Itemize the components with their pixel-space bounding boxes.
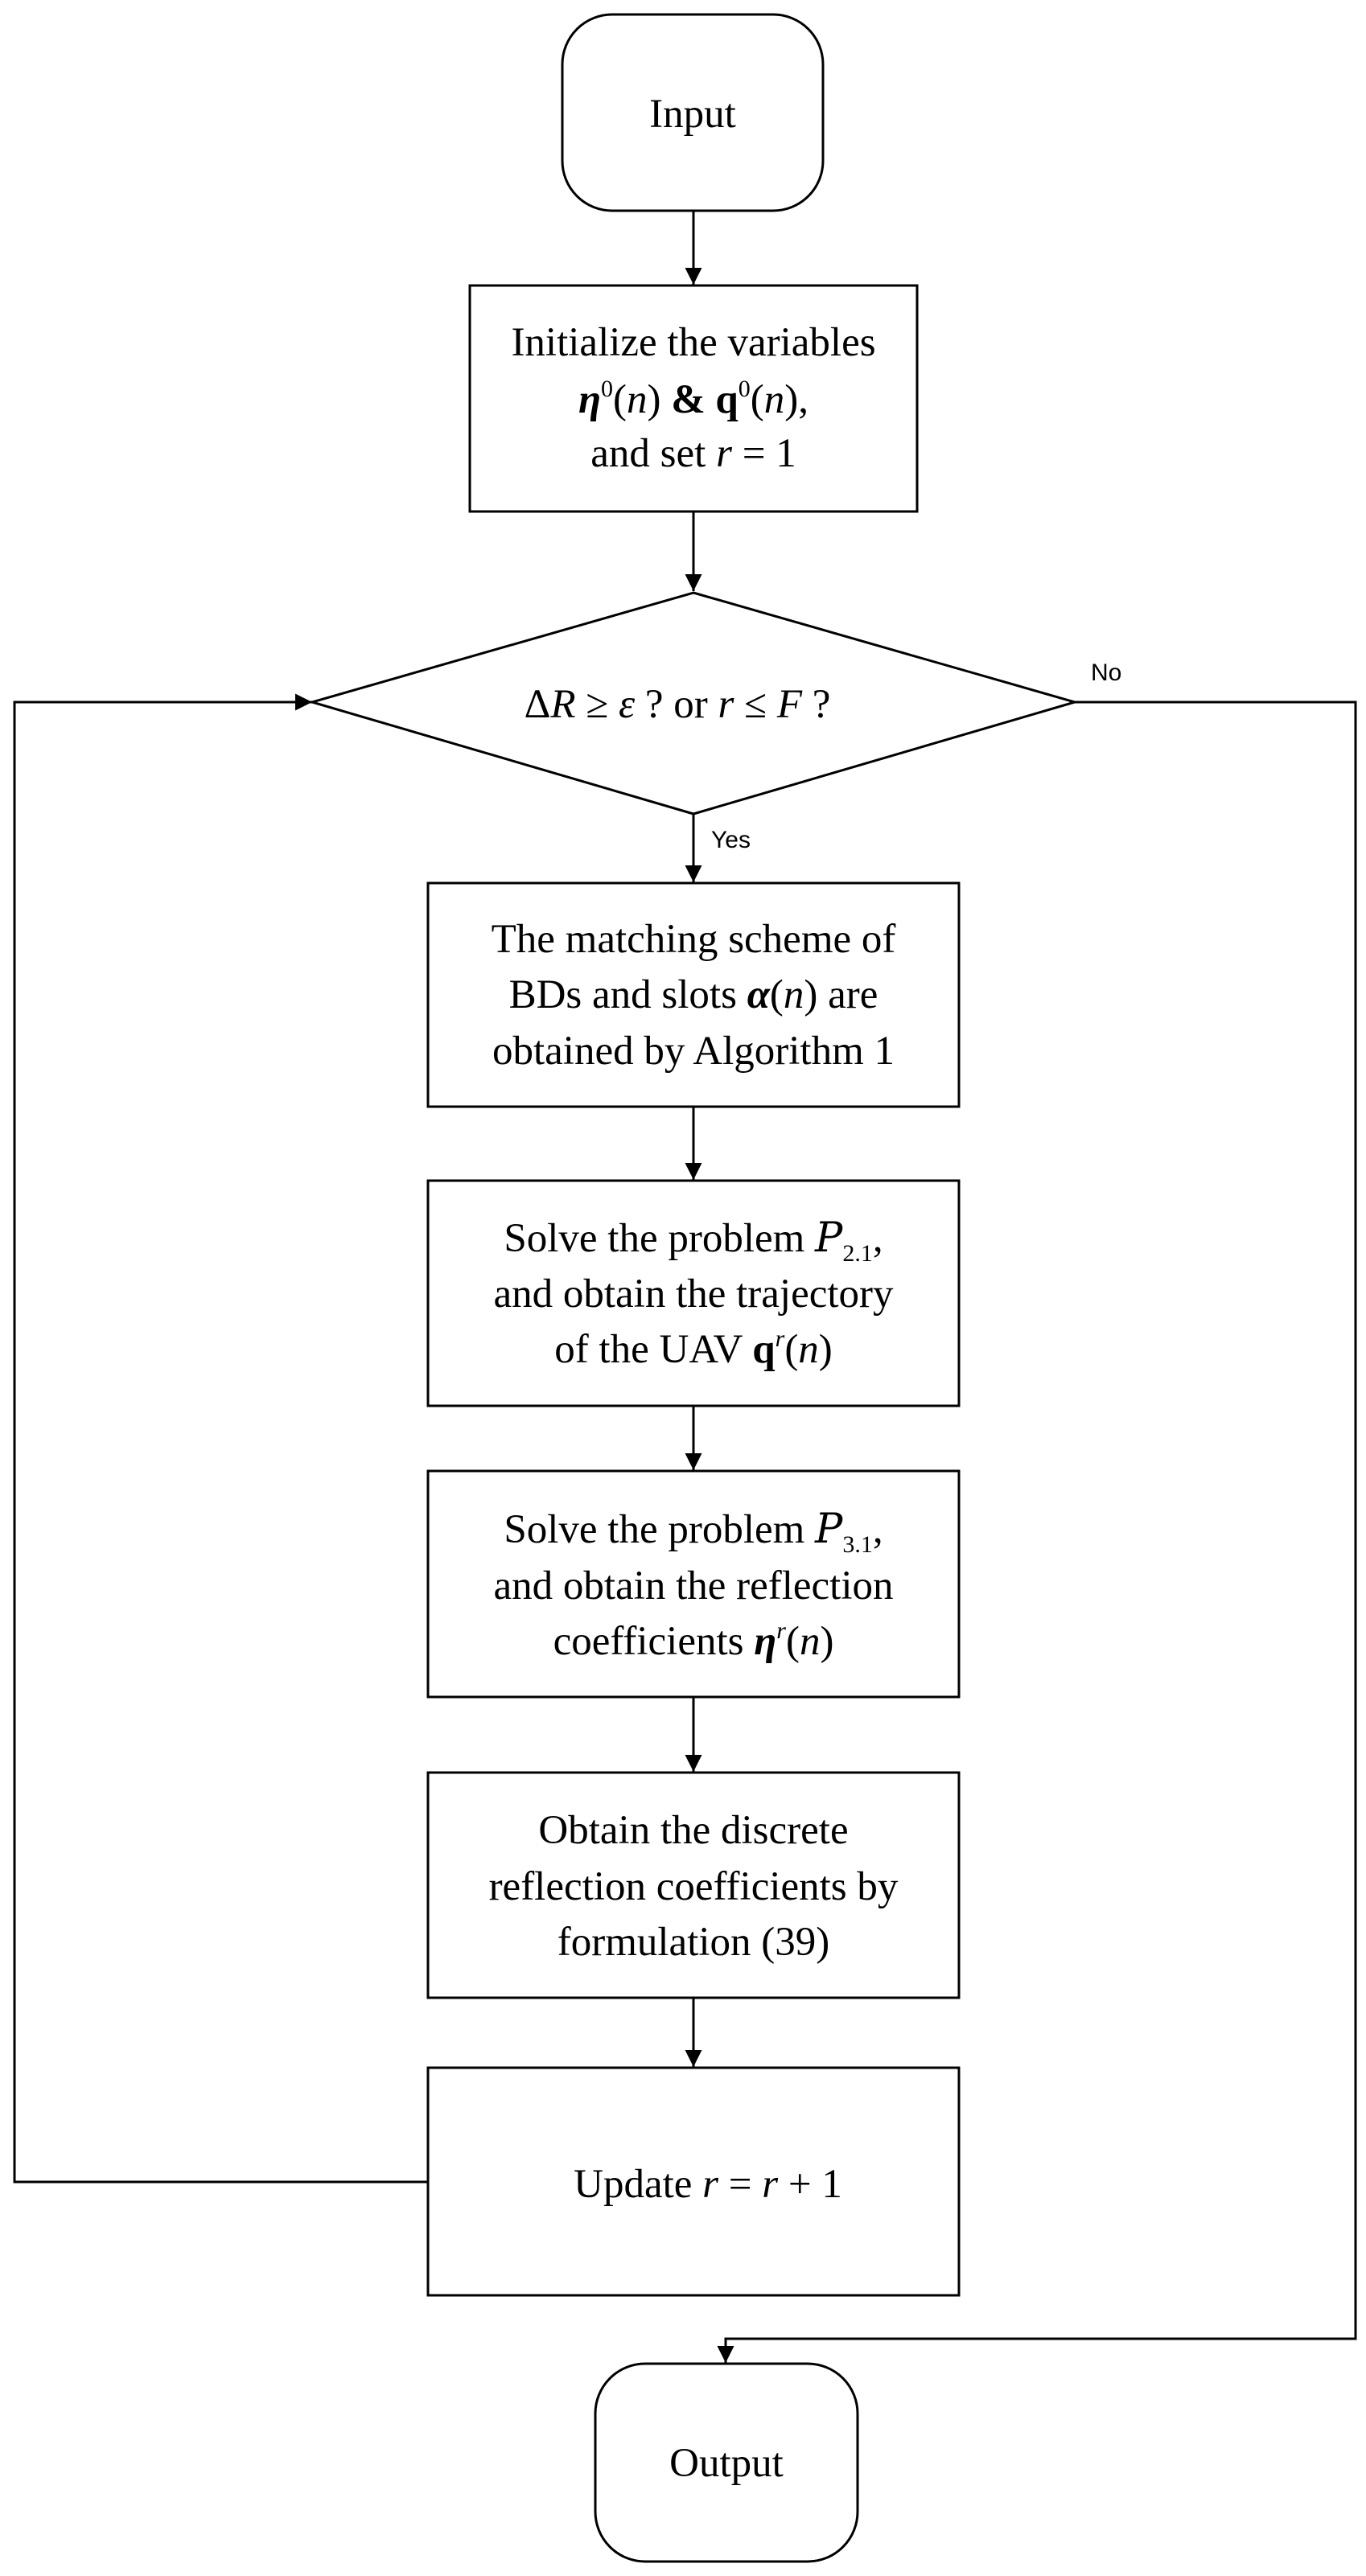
- node-decision: [312, 593, 1075, 814]
- edge-label-yes: Yes: [711, 827, 751, 853]
- node-solve-p21-line1: Solve the problem $P_{2.1}$,: [504, 1214, 883, 1267]
- node-matching-line1: The matching scheme of: [491, 917, 896, 962]
- node-update: [428, 2068, 959, 2295]
- node-discrete-line3: formulation (39): [557, 1920, 830, 1965]
- node-output: [595, 2364, 858, 2562]
- node-solve-p21: [428, 1181, 959, 1406]
- node-solve-p31-line2: and obtain the reflection: [493, 1563, 894, 1608]
- node-discrete-line1: Obtain the discrete: [538, 1808, 849, 1853]
- edge-update-loop-back: [14, 702, 428, 2182]
- node-solve-p31-line1: Solve the problem $P_{3.1}$,: [504, 1506, 883, 1558]
- node-solve-p21-line2: and obtain the trajectory: [493, 1272, 894, 1317]
- node-output-label: Output: [669, 2441, 784, 2486]
- edge-label-no: No: [1091, 659, 1122, 686]
- node-update-label: Update r = r + 1: [574, 2162, 842, 2207]
- node-matching-line2: BDs and slots α(n) are: [508, 972, 878, 1017]
- node-input: [562, 14, 823, 211]
- node-initialize-line2: $\eta^0(n)$ & $q^0(n)$,: [578, 376, 809, 422]
- node-discrete: [428, 1773, 959, 1998]
- node-initialize-line3: and set r = 1: [590, 431, 796, 476]
- node-input-label: Input: [649, 92, 736, 137]
- node-matching: [428, 883, 959, 1107]
- node-solve-p21-line3: of the UAV $q^r(n)$: [554, 1325, 833, 1372]
- node-initialize: [470, 286, 917, 512]
- node-discrete-line2: reflection coefficients by: [488, 1864, 899, 1909]
- node-solve-p31-line3: coefficients $\eta^r(n)$: [553, 1617, 834, 1664]
- node-solve-p31: [428, 1471, 959, 1697]
- node-decision-label: ΔR ≥ ε ? or r ≤ F ?: [524, 682, 831, 727]
- node-initialize-line1: Initialize the variables: [511, 320, 876, 365]
- node-matching-line3: obtained by Algorithm 1: [492, 1029, 895, 1074]
